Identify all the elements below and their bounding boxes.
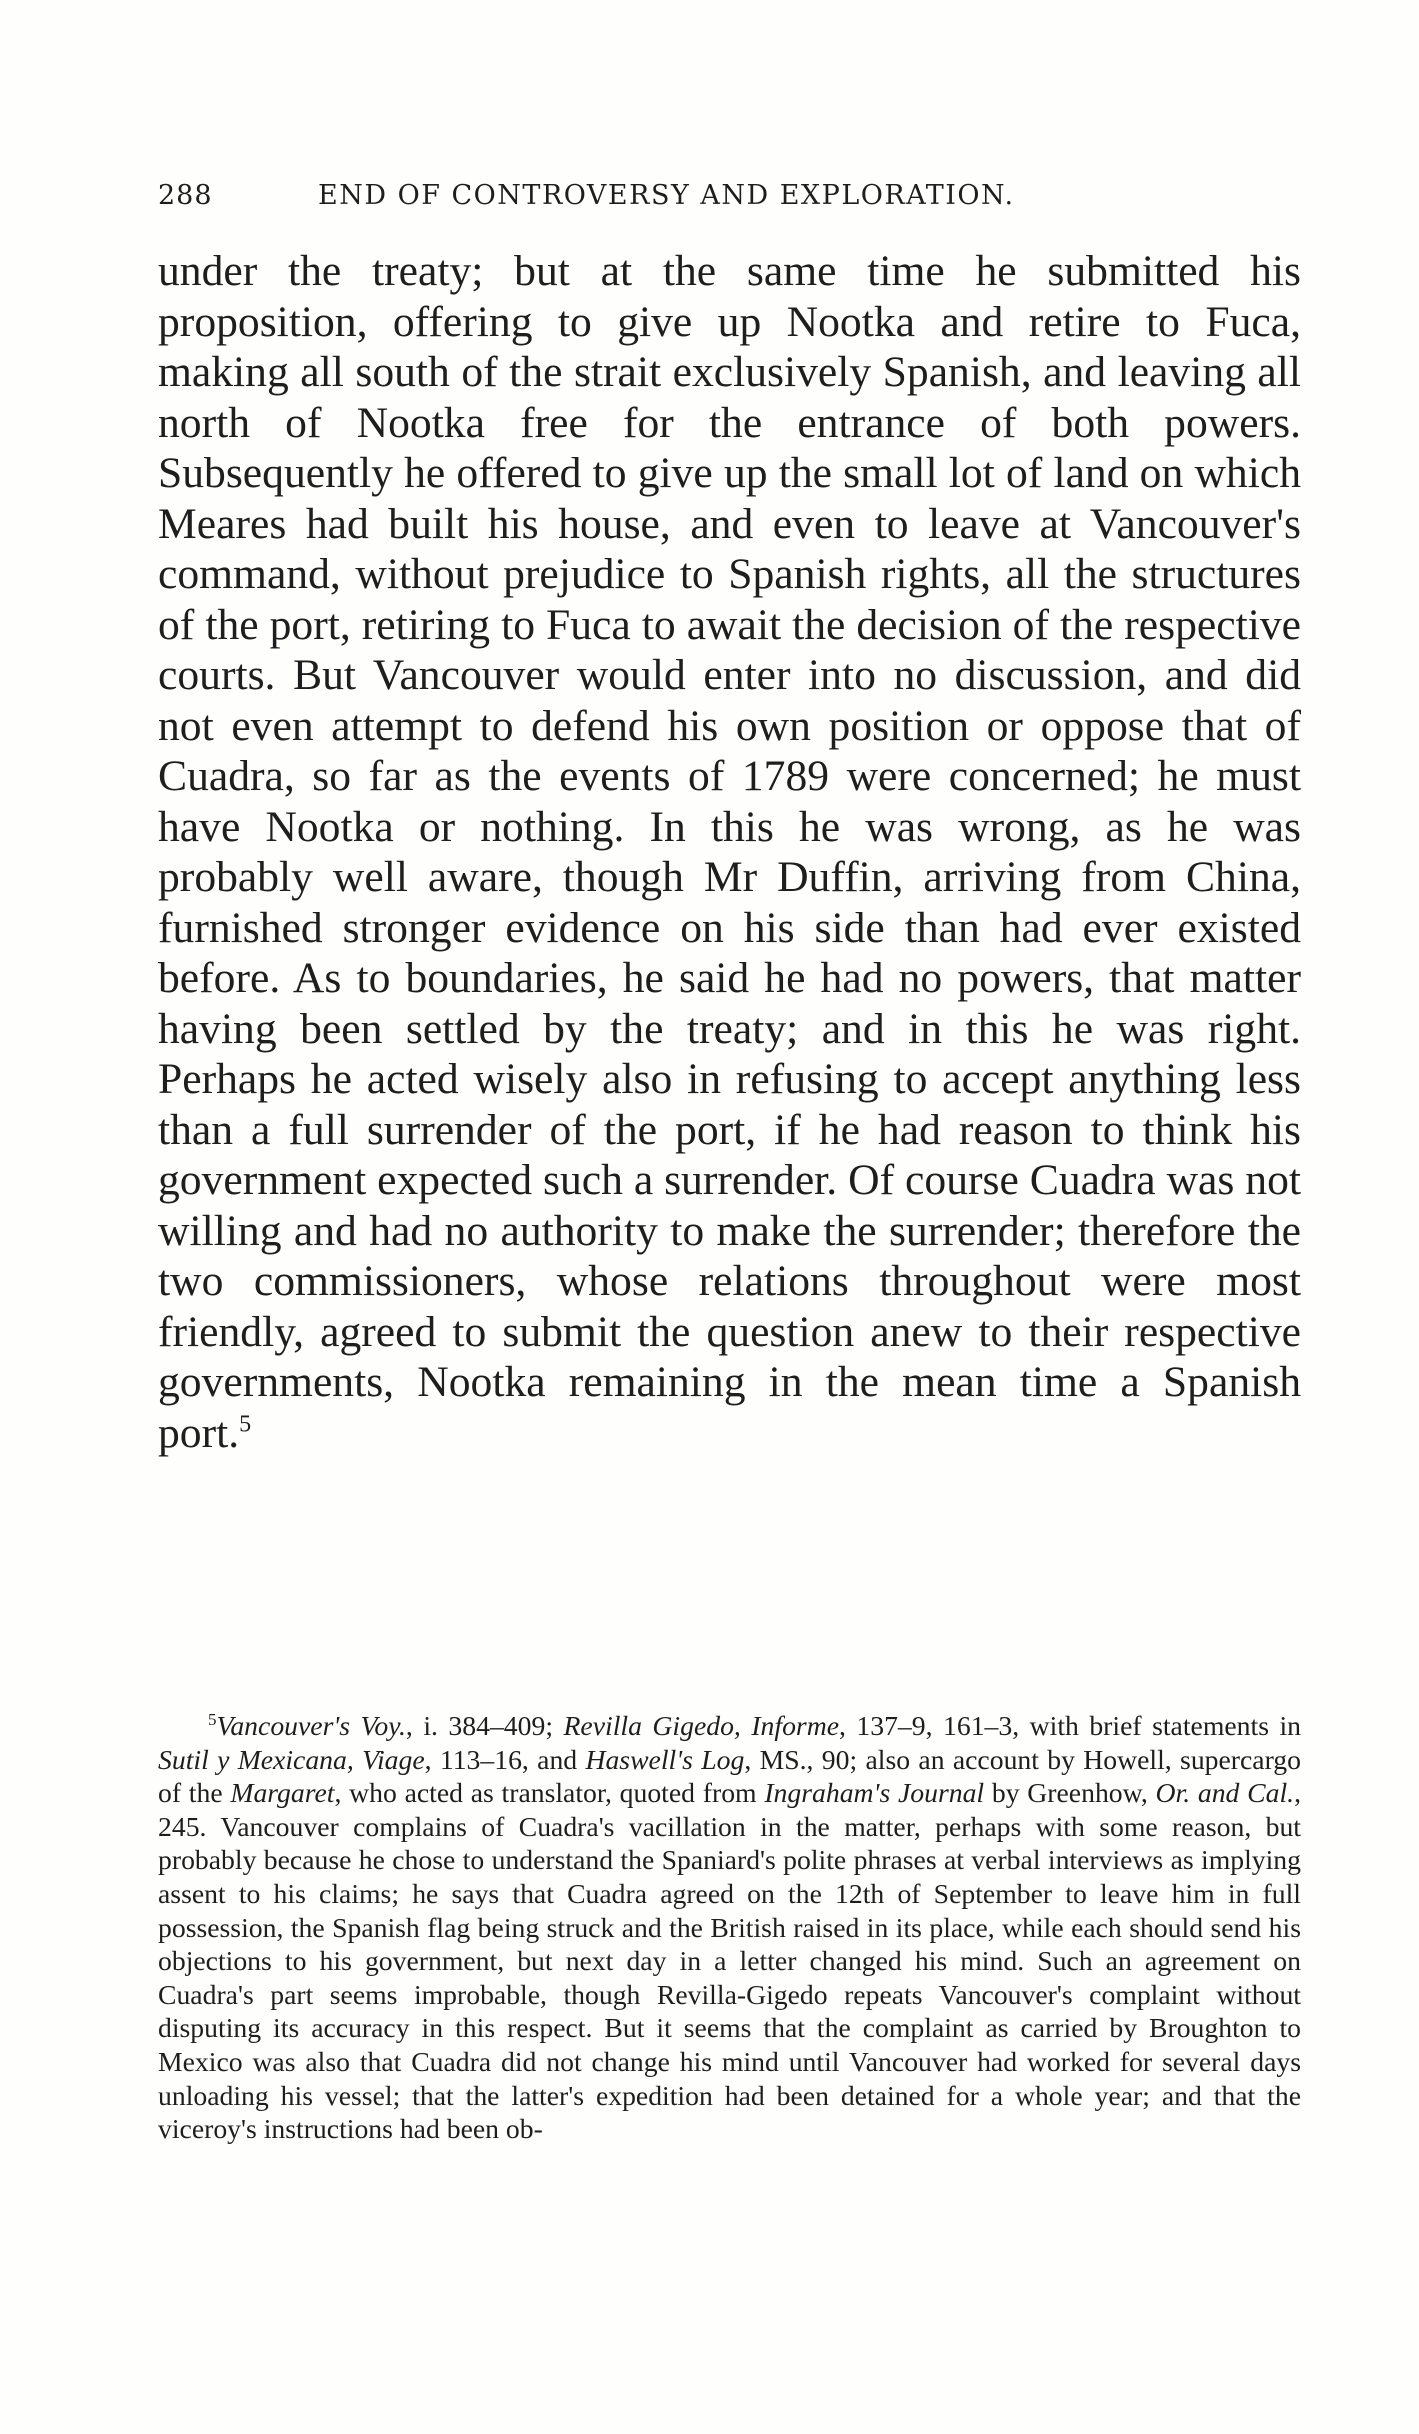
footnote-citation: Haswell's Log (585, 1743, 745, 1775)
footnote-citation: Margaret (230, 1777, 335, 1809)
footnote-citation: Revilla Gigedo, Informe (563, 1710, 839, 1741)
paragraph-text: under the treaty; but at the same time he submitted his proposition, offering to give up Nootka and retire to Fuca, making all south of the strait exclusively Spanish, and leaving all north of Nootka free for the entrance of both powers. Subsequently he offered to give up the small lot of land on which Meares had built his house, and even to leave at Vancouver's command, without prejudice to Spanish rights, all the structures of the port, retiring to Fuca to await the decision of the respective courts. But Vancouver would enter into no discussion, and did not even attempt to defend his own position or oppose that of Cuadra, so far as the events of 1789 were concerned; he must have Nootka or nothing. In this he was wrong, as he was probably well aware, though Mr Duffin, arriving from China, furnished stronger evidence on his side than had ever existed before. As to boundaries, he said he had no powers, that matter having been settled by the treaty; and in this he was right. Perhaps he acted wisely also in refusing to accept anything less than a full surrender of the port, if he had reason to think his government expected such a surrender. Of course Cuadra was not willing and had no authority to make the surrender; therefore the two commissioners, whose relations throughout were most friendly, agreed to submit the question anew to their respective governments, Nootka remaining in the mean time a Spanish port. (158, 247, 1301, 1457)
footnote-citation: Or. and Cal. (1155, 1777, 1295, 1809)
footnote-citation: Sutil y Mexicana, Viage (158, 1743, 425, 1775)
footnote-text: , MS., 90; also an account by Howell, supercargo of the (158, 1743, 1301, 1809)
footnote-citation: Vancouver's Voy. (216, 1710, 406, 1741)
running-title: END OF CONTROVERSY AND EXPLORATION. (318, 180, 1015, 211)
footnote-reference: 5 (239, 1410, 252, 1437)
page-header (158, 180, 1298, 220)
footnote-mark: 5 (208, 1709, 217, 1729)
footnote-text: , who acted as translator, quoted from (334, 1777, 765, 1809)
footnote-text: , 113–16, and (424, 1743, 586, 1775)
page-number: 288 (158, 180, 213, 211)
footnote-text: by Greenhow, (984, 1777, 1156, 1809)
footnote (158, 1709, 1301, 2146)
footnote-text: , 245. Vancouver complains of Cuadra's vacillation in the matter, perhaps with some reason, but probably because he chose to understand the Spaniard's polite phrases at verbal interviews as implying assent to his claims; he says that Cuadra agreed on the 12th of September to leave him in full possession, the Spanish flag being struck and the British raised in its place, while each should send his objections to his government, but next day in a letter changed his mind. Such an agreement on Cuadra's part seems improbable, though Revilla-Gigedo repeats Vancouver's complaint without disputing its accuracy in this respect. But it seems that the complaint as carried by Broughton to Mexico was also that Cuadra did not change his mind until Vancouver had worked for several days unloading his vessel; that the latter's expedition had been detained for a whole year; and that the viceroy's instructions had been ob- (158, 1777, 1301, 2145)
footnote-text: , i. 384–409; (405, 1710, 564, 1741)
footnote-text: , 137–9, 161–3, with brief statements in (838, 1710, 1301, 1741)
footnote-citation: Ingraham's Journal (764, 1777, 985, 1809)
main-paragraph (158, 246, 1301, 1458)
